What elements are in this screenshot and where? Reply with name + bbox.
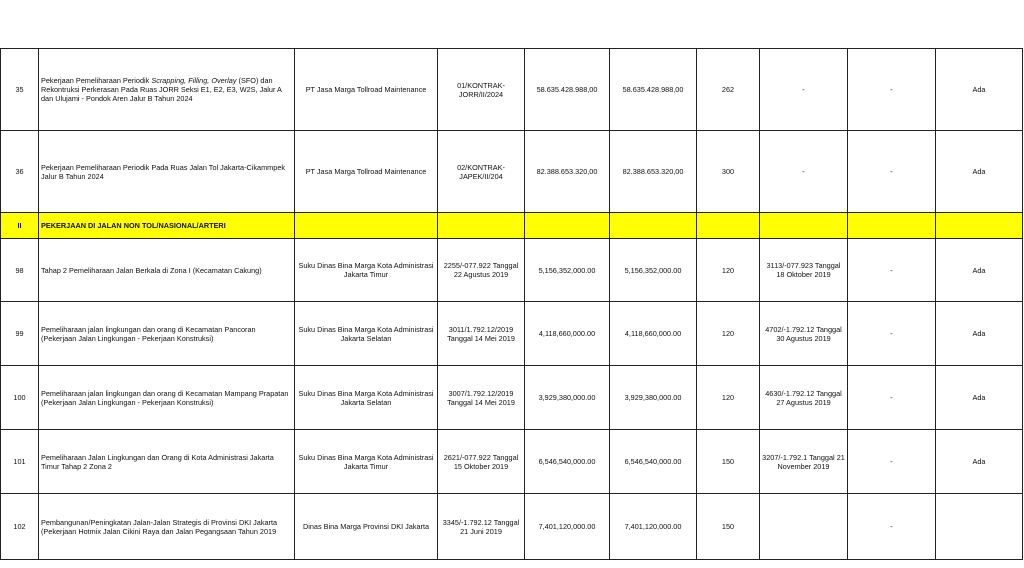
realized-value: 5,156,352,000.00 — [610, 239, 697, 302]
duration-days: 120 — [697, 366, 760, 430]
organization: PT Jasa Marga Tollroad Maintenance — [295, 49, 438, 131]
realized-value: 58.635.428.988,00 — [610, 49, 697, 131]
contract-number: 2255/-077.922 Tanggal 22 Agustus 2019 — [438, 239, 525, 302]
extra-column: - — [848, 239, 936, 302]
empty-cell — [610, 213, 697, 239]
description-text: Pekerjaan Pemeliharaan Periodik Pada Ruas Jalan Tol Jakarta-Cikammpek Jalur B Tahun 2024 — [41, 162, 286, 181]
empty-cell — [760, 213, 848, 239]
duration-days: 300 — [697, 131, 760, 213]
completion-document: 3207/-1.792.1 Tanggal 21 November 2019 — [760, 430, 848, 494]
organization: Suku Dinas Bina Marga Kota Administrasi Jakarta Timur — [295, 430, 438, 494]
row-number: 101 — [1, 430, 39, 494]
contract-number: 3345/-1.792.12 Tanggal 21 Juni 2019 — [438, 494, 525, 560]
contract-number: 01/KONTRAK-JORR/II/2024 — [438, 49, 525, 131]
document-status: Ada — [936, 49, 1023, 131]
contract-table-sheet — [0, 48, 1022, 560]
empty-cell — [525, 213, 610, 239]
document-status: Ada — [936, 430, 1023, 494]
contract-number: 2621/-077.922 Tanggal 15 Oktober 2019 — [438, 430, 525, 494]
description-text: Scrapping, Filling, Overlay — [151, 76, 237, 85]
description-text: Tahap 2 Pemeliharaan Jalan Berkala di Zona I (Kecamatan Cakung) — [41, 265, 262, 275]
realized-value: 6,546,540,000.00 — [610, 430, 697, 494]
organization: PT Jasa Marga Tollroad Maintenance — [295, 131, 438, 213]
description-text: Pemeliharaan jalan lingkungan dan orang di Kecamatan Mampang Prapatan (Pekerjaan Jalan Lingkungan - Pekerjaan Konstruksi) — [41, 388, 289, 407]
completion-document: - — [760, 49, 848, 131]
description-text: Pemeliharaan jalan lingkungan dan orang di Kecamatan Pancoran (Pekerjaan Jalan Lingkungan - Pekerjaan Konstruksi) — [41, 324, 256, 343]
empty-cell — [295, 213, 438, 239]
table-row — [1, 302, 1023, 366]
completion-document — [760, 494, 848, 560]
work-description — [39, 430, 295, 494]
empty-cell — [848, 213, 936, 239]
document-status: Ada — [936, 366, 1023, 430]
document-status — [936, 494, 1023, 560]
contract-value: 7,401,120,000.00 — [525, 494, 610, 560]
completion-document: 4630/-1.792.12 Tanggal 27 Agustus 2019 — [760, 366, 848, 430]
row-number: 102 — [1, 494, 39, 560]
table-row — [1, 494, 1023, 560]
contract-number: 3011/1.792.12/2019 Tanggal 14 Mei 2019 — [438, 302, 525, 366]
work-description — [39, 131, 295, 213]
description-text: Pembangunan/Peningkatan Jalan-Jalan Strategis di Provinsi DKI Jakarta (Pekerjaan Hotmix Jalan Cikini Raya dan Jalan Pegangsaan Tahun 2019 — [41, 517, 278, 536]
empty-cell — [438, 213, 525, 239]
duration-days: 150 — [697, 494, 760, 560]
row-number: 98 — [1, 239, 39, 302]
realized-value: 4,118,660,000.00 — [610, 302, 697, 366]
work-description — [39, 239, 295, 302]
document-status: Ada — [936, 239, 1023, 302]
section-header-row — [1, 213, 1023, 239]
work-description — [39, 302, 295, 366]
contract-value: 58.635.428.988,00 — [525, 49, 610, 131]
work-description — [39, 49, 295, 131]
description-text: Pekerjaan Pemeliharaan Periodik — [41, 76, 152, 85]
realized-value: 82.388.653.320,00 — [610, 131, 697, 213]
empty-cell — [697, 213, 760, 239]
row-number: 36 — [1, 131, 39, 213]
contract-value: 5,156,352,000.00 — [525, 239, 610, 302]
extra-column: - — [848, 302, 936, 366]
contract-table — [0, 48, 1023, 560]
realized-value: 7,401,120,000.00 — [610, 494, 697, 560]
work-description — [39, 366, 295, 430]
duration-days: 120 — [697, 239, 760, 302]
organization: Dinas Bina Marga Provinsi DKI Jakarta — [295, 494, 438, 560]
contract-value: 82.388.653.320,00 — [525, 131, 610, 213]
row-number: II — [1, 213, 39, 239]
document-status: Ada — [936, 302, 1023, 366]
extra-column: - — [848, 49, 936, 131]
contract-number: 02/KONTRAK-JAPEK/II/204 — [438, 131, 525, 213]
completion-document: 4702/-1.792.12 Tanggal 30 Agustus 2019 — [760, 302, 848, 366]
contract-number: 3007/1.792.12/2019 Tanggal 14 Mei 2019 — [438, 366, 525, 430]
section-title: PEKERJAAN DI JALAN NON TOL/NASIONAL/ARTERI — [39, 213, 295, 239]
row-number: 35 — [1, 49, 39, 131]
table-row — [1, 49, 1023, 131]
contract-value: 3,929,380,000.00 — [525, 366, 610, 430]
work-description — [39, 494, 295, 560]
extra-column: - — [848, 494, 936, 560]
description-text: Pemeliharaan Jalan Lingkungan dan Orang di Kota Administrasi Jakarta Timur Tahap 2 Zona 2 — [41, 452, 274, 471]
realized-value: 3,929,380,000.00 — [610, 366, 697, 430]
row-number: 100 — [1, 366, 39, 430]
completion-document: 3113/-077.923 Tanggal 18 Oktober 2019 — [760, 239, 848, 302]
completion-document: - — [760, 131, 848, 213]
extra-column: - — [848, 430, 936, 494]
organization: Suku Dinas Bina Marga Kota Administrasi Jakarta Selatan — [295, 366, 438, 430]
contract-value: 4,118,660,000.00 — [525, 302, 610, 366]
extra-column: - — [848, 366, 936, 430]
description-text: (SFO) dan Rekontruksi Perkerasan Pada Ruas JORR Seksi E1, E2, E3, W2S, Jalur A dan Ulujami - Pondok Aren Jalur B Tahun 2024 — [41, 76, 282, 103]
contract-value: 6,546,540,000.00 — [525, 430, 610, 494]
row-number: 99 — [1, 302, 39, 366]
document-status: Ada — [936, 131, 1023, 213]
table-row — [1, 131, 1023, 213]
table-row — [1, 430, 1023, 494]
duration-days: 120 — [697, 302, 760, 366]
extra-column: - — [848, 131, 936, 213]
table-row — [1, 366, 1023, 430]
organization: Suku Dinas Bina Marga Kota Administrasi Jakarta Timur — [295, 239, 438, 302]
duration-days: 262 — [697, 49, 760, 131]
duration-days: 150 — [697, 430, 760, 494]
table-body — [1, 49, 1023, 560]
organization: Suku Dinas Bina Marga Kota Administrasi Jakarta Selatan — [295, 302, 438, 366]
empty-cell — [936, 213, 1023, 239]
table-row — [1, 239, 1023, 302]
